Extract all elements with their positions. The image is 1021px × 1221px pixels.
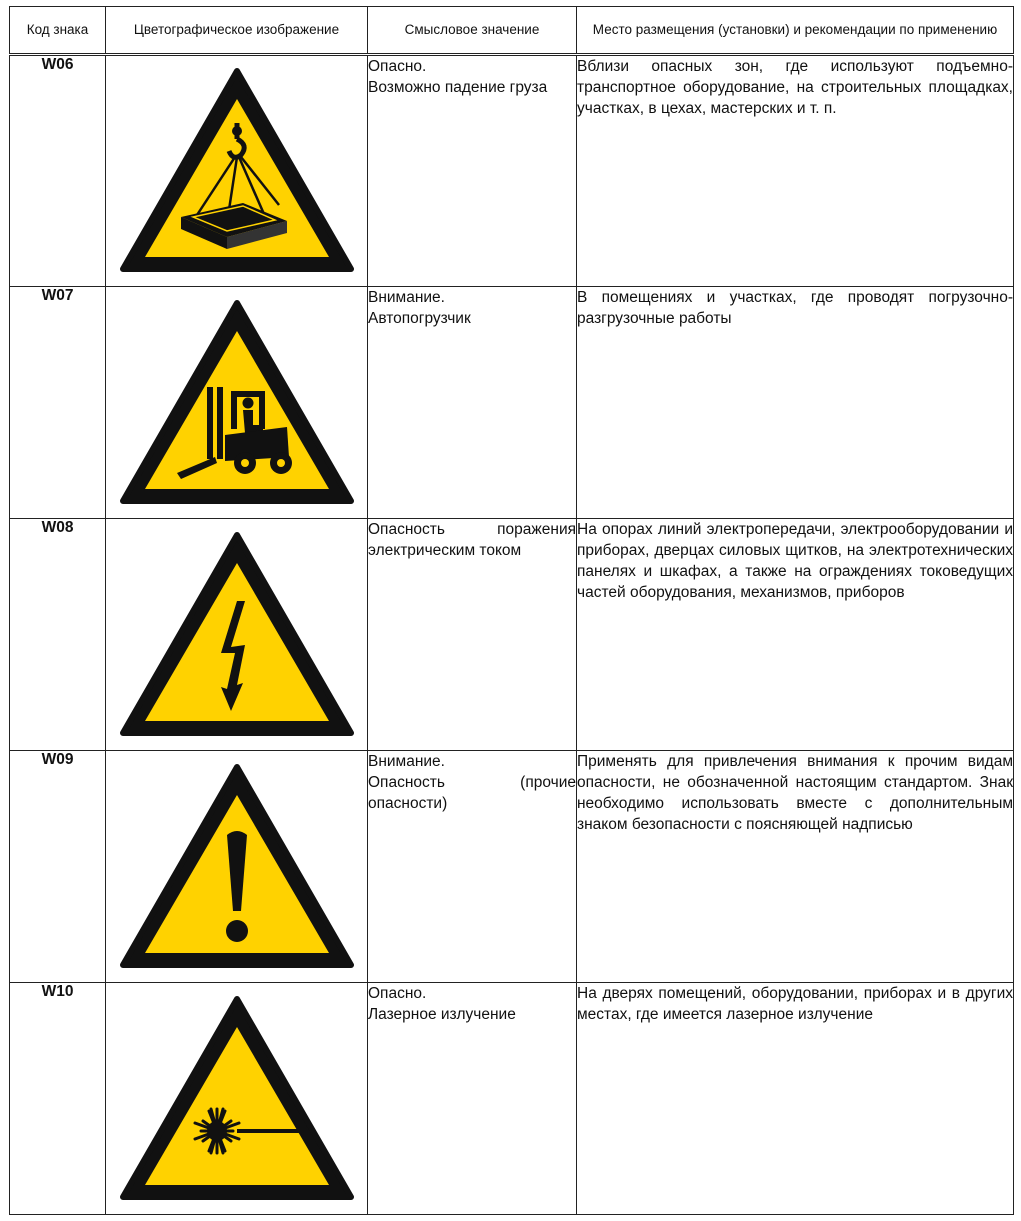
sign-placement: Вблизи опасных зон, где используют подъемно-транспортное оборудование, на строительных площадках, участках, в цехах, мастерских и т. п. xyxy=(577,55,1014,287)
table-row xyxy=(10,983,1014,1215)
sign-image-cell xyxy=(106,983,368,1215)
meaning-line1: Внимание. xyxy=(368,289,445,306)
header-row xyxy=(10,7,1014,55)
sign-code: W10 xyxy=(10,983,106,1215)
sign-meaning xyxy=(368,287,577,519)
sign-image-cell xyxy=(106,519,368,751)
sign-image-cell xyxy=(106,751,368,983)
general-danger-warning-icon xyxy=(117,761,357,973)
sign-image-cell xyxy=(106,55,368,287)
meaning-line1: Внимание. xyxy=(368,753,445,770)
sign-meaning xyxy=(368,983,577,1215)
header-code: Код знака xyxy=(10,7,106,55)
sign-placement: На опорах линий электропередачи, электрооборудовании и приборах, дверцах силовых щитков, на электротехнических панелях и шкафах, а также на ограждениях токоведущих частей оборудования, механизмов, приборов xyxy=(577,519,1014,751)
table-row xyxy=(10,751,1014,983)
sign-code: W06 xyxy=(10,55,106,287)
meaning-line2: Возможно падение груза xyxy=(368,79,548,96)
sign-placement: Применять для привлечения внимания к прочим видам опасности, не обозначенной настоящим стандартом. Знак необходимо использовать вместе с дополнительным знаком безопасности с поясняющей надписью xyxy=(577,751,1014,983)
electric-shock-warning-icon xyxy=(117,529,357,741)
header-meaning: Смысловое значение xyxy=(368,7,577,55)
table-row xyxy=(10,55,1014,287)
sign-code: W09 xyxy=(10,751,106,983)
laser-radiation-warning-icon xyxy=(117,993,357,1205)
meaning-line1: Опасно. xyxy=(368,985,427,1002)
header-image: Цветографическое изображение xyxy=(106,7,368,55)
sign-placement: В помещениях и участках, где проводят погрузочно-разгрузочные работы xyxy=(577,287,1014,519)
sign-meaning xyxy=(368,751,577,983)
falling-load-warning-icon xyxy=(117,65,357,277)
table-row xyxy=(10,519,1014,751)
sign-meaning xyxy=(368,519,577,751)
meaning-line2: Автопогрузчик xyxy=(368,310,471,327)
forklift-warning-icon xyxy=(117,297,357,509)
sign-placement: На дверях помещений, оборудовании, приборах и в других местах, где имеется лазерное излучение xyxy=(577,983,1014,1215)
meaning-line2: Опасность поражения электрическим током xyxy=(368,521,576,559)
safety-signs-table xyxy=(9,6,1014,1215)
table-row xyxy=(10,287,1014,519)
sign-meaning xyxy=(368,55,577,287)
sign-code: W07 xyxy=(10,287,106,519)
meaning-line1: Опасно. xyxy=(368,58,427,75)
sign-code: W08 xyxy=(10,519,106,751)
meaning-line2: Опасность (прочие опасности) xyxy=(368,774,576,812)
meaning-line2: Лазерное излучение xyxy=(368,1006,516,1023)
sign-image-cell xyxy=(106,287,368,519)
header-placement: Место размещения (установки) и рекомендации по применению xyxy=(577,7,1014,55)
